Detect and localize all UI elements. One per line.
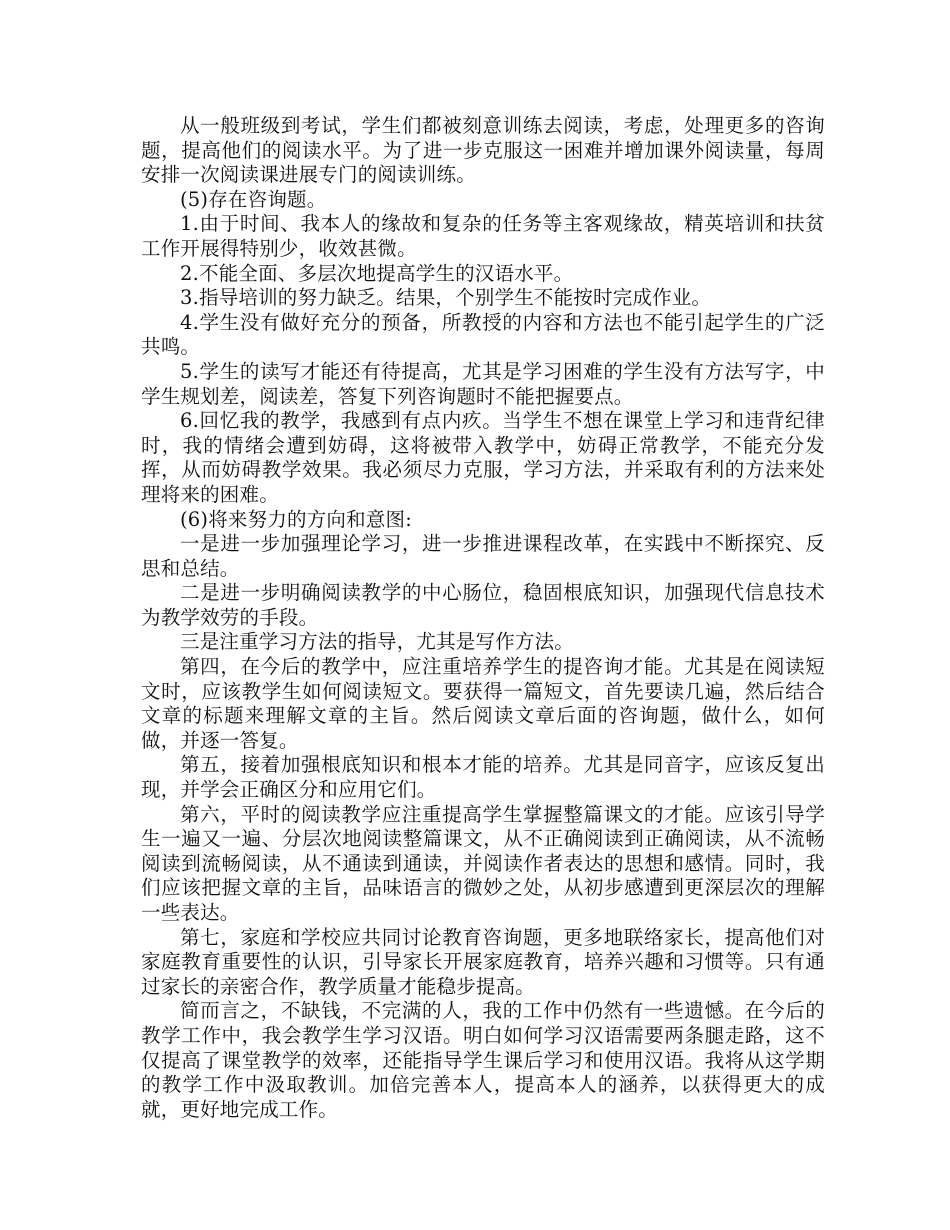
plan-item-3: 三是注重学习方法的指导，尤其是写作方法。 [180,630,575,654]
problem-item-6: 6.回忆我的教学，我感到有点内疚。当学生不想在课堂上学习和违背纪律时，我的情绪会遭到妨碍，这将被带入教学中，妨碍正常教学，不能充分发挥，从而妨碍教学效果。我必须尽力克服，学习方法，并采取有利的方法来处理将来的困难。 [141,409,825,506]
problem-item-2: 2.不能全面、多层次地提高学生的汉语水平。 [180,261,574,285]
plan-item-5: 第五，接着加强根底知识和根本才能的培养。尤其是同音字，应该反复出现，并学会正确区分和应用它们。 [141,753,825,802]
problem-item-3: 3.指导培训的努力缺乏。结果，个别学生不能按时完成作业。 [180,286,712,310]
problem-item-5: 5.学生的读写才能还有待提高，尤其是学习困难的学生没有方法写字，中学生规划差，阅读差，答复下列咨询题时不能把握要点。 [141,359,825,408]
plan-item-6: 第六，平时的阅读教学应注重提高学生掌握整篇课文的才能。应该引导学生一遍又一遍、分层次地阅读整篇课文，从不正确阅读到正确阅读，从不流畅阅读到流畅阅读，从不通读到通读，并阅读作者表达的思想和感情。同时，我们应该把握文章的主旨，品味语言的微妙之处，从初步感遭到更深层次的理解一些表达。 [141,802,825,924]
plan-item-7: 第七，家庭和学校应共同讨论教育咨询题，更多地联络家长，提高他们对家庭教育重要性的认识，引导家长开展家庭教育，培养兴趣和习惯等。只有通过家长的亲密合作，教学质量才能稳步提高。 [141,925,825,998]
plan-item-4: 第四，在今后的教学中，应注重培养学生的提咨询才能。尤其是在阅读短文时，应该教学生如何阅读短文。要获得一篇短文，首先要读几遍，然后结合文章的标题来理解文章的主旨。然后阅读文章后面的咨询题，做什么，如何做，并逐一答复。 [141,655,825,752]
heading-existing-problems: (5)存在咨询题。 [180,187,327,211]
problem-item-1: 1.由于时间、我本人的缘故和复杂的任务等主客观缘故，精英培训和扶贫工作开展得特别少，收效甚微。 [141,212,825,260]
problem-item-4: 4.学生没有做好充分的预备，所教授的内容和方法也不能引起学生的广泛共鸣。 [141,310,825,359]
plan-item-2: 二是进一步明确阅读教学的中心肠位，稳固根底知识，加强现代信息技术为教学效劳的手段。 [141,581,825,629]
paragraph-conclusion: 简而言之，不缺钱，不完满的人，我的工作中仍然有一些遗憾。在今后的教学工作中，我会教学生学习汉语。明白如何学习汉语需要两条腿走路，这不仅提高了课堂教学的效率，还能指导学生课后学习和使用汉语。我将从这学期的教学工作中汲取教训。加倍完善本人，提高本人的涵养，以获得更大的成就，更好地完成工作。 [141,999,825,1121]
heading-future-direction: (6)将来努力的方向和意图: [180,507,412,531]
plan-item-1: 一是进一步加强理论学习，进一步推进课程改革，在实践中不断探究、反思和总结。 [141,532,825,580]
document-body [141,114,825,1122]
paragraph-reading-training: 从一般班级到考试，学生们都被刻意训练去阅读，考虑，处理更多的咨询题，提高他们的阅读水平。为了进一步克服这一困难并增加课外阅读量，每周安排一次阅读课进展专门的阅读训练。 [141,114,825,187]
